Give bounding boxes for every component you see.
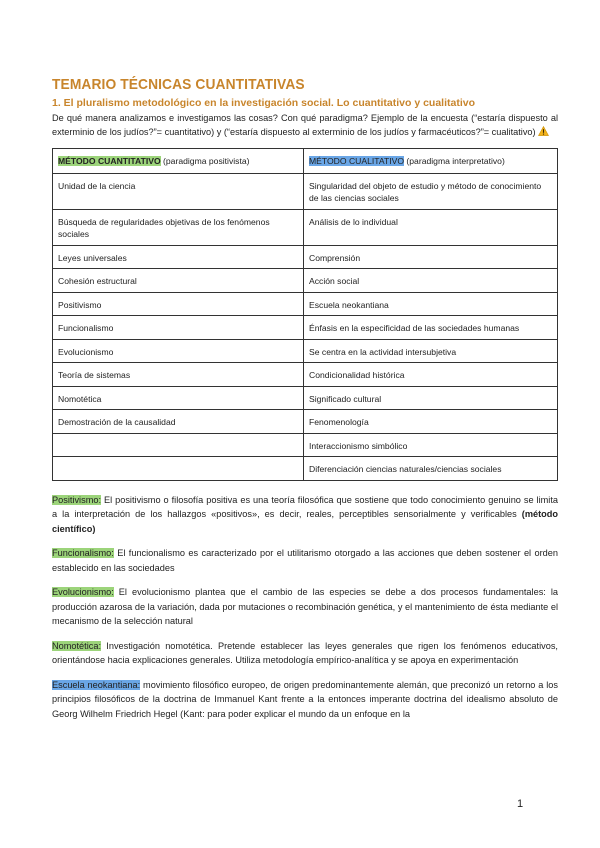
table-row	[53, 316, 558, 340]
quantitative-cell: Funcionalismo	[53, 316, 304, 340]
quantitative-cell: Positivismo	[53, 292, 304, 316]
qualitative-cell: Escuela neokantiana	[304, 292, 558, 316]
term-highlight: Funcionalismo:	[52, 548, 114, 558]
header-quantitative: MÉTODO CUANTITATIVO (paradigma positivista)	[53, 149, 304, 174]
quantitative-cell: Teoría de sistemas	[53, 363, 304, 387]
header-qualitative: MÉTODO CUALITATIVO (paradigma interpretativo)	[304, 149, 558, 174]
qualitative-cell: Interaccionismo simbólico	[304, 433, 558, 457]
definition-nomotetica: Nomotética: Investigación nomotética. Pretende establecer las leyes generales que rigen los fenómenos educativos, orientándose hacia explicaciones generales. Utiliza metodología empírico-analítica y se apoya en experimentación	[52, 640, 558, 665]
term-highlight: Evolucionismo:	[52, 587, 114, 597]
table-row	[53, 269, 558, 293]
term-highlight: Positivismo:	[52, 494, 102, 505]
table-row	[53, 209, 558, 245]
table-row	[53, 457, 558, 481]
quantitative-cell: Evolucionismo	[53, 339, 304, 363]
qualitative-cell: Análisis de lo individual	[304, 209, 558, 245]
document-page	[52, 76, 558, 731]
table-row	[53, 245, 558, 269]
definition-funcionalismo: Funcionalismo: El funcionalismo es caracterizado por el utilitarismo otorgado a las acciones que deben sostener el orden establecido en las sociedades	[52, 548, 558, 573]
qualitative-cell: Singularidad del objeto de estudio y método de conocimiento de las ciencias sociales	[304, 173, 558, 209]
table-row	[53, 433, 558, 457]
table-row	[53, 339, 558, 363]
quantitative-cell: Leyes universales	[53, 245, 304, 269]
quantitative-cell	[53, 433, 304, 457]
table-row	[53, 173, 558, 209]
qualitative-cell: Comprensión	[304, 245, 558, 269]
intro-paragraph	[52, 111, 558, 139]
table-row	[53, 410, 558, 434]
quantitative-cell: Demostración de la causalidad	[53, 410, 304, 434]
section-subtitle: 1. El pluralismo metodológico en la investigación social. Lo cuantitativo y cualitativo	[52, 97, 476, 109]
table-row	[53, 363, 558, 387]
intro-text: De qué manera analizamos e investigamos las cosas? Con qué paradigma? Ejemplo de la encuesta (“estaría dispuesto al exterminio de los judíos?”= cuantitativo) y (“estaría dispuesto al exterminio de los judíos y farmacéuticos?”= cualitativo)	[52, 113, 558, 137]
term-highlight: Nomotética:	[52, 640, 102, 651]
table-row	[53, 292, 558, 316]
page-number: 1	[517, 798, 524, 810]
quantitative-cell	[53, 457, 304, 481]
qualitative-cell: Significado cultural	[304, 386, 558, 410]
table-header-row	[53, 149, 558, 174]
qualitative-cell: Acción social	[304, 269, 558, 293]
warning-icon	[538, 126, 549, 136]
qualitative-cell: Se centra en la actividad intersubjetiva	[304, 339, 558, 363]
definitions-section	[52, 493, 558, 722]
definition-positivismo: Positivismo: El positivismo o filosofía positiva es una teoría filosófica que sostiene que todo conocimiento genuino se limita a la interpretación de los hallazgos «positivos», es decir, reales, perceptibles sensorialmente y verificables (método científico)	[52, 494, 558, 534]
quantitative-cell: Búsqueda de regularidades objetivas de los fenómenos sociales	[53, 209, 304, 245]
qualitative-cell: Diferenciación ciencias naturales/ciencias sociales	[304, 457, 558, 481]
methods-comparison-table	[52, 148, 558, 481]
definition-evolucionismo: Evolucionismo: El evolucionismo plantea que el cambio de las especies se debe a dos procesos fundamentales: la producción azarosa de la variación, dada por mutaciones o recombinación genética, y el mantenimiento de ésta mediante el mecanismo de la selección natural	[52, 587, 558, 626]
term-highlight: Escuela neokantiana:	[52, 679, 141, 690]
quantitative-cell: Unidad de la ciencia	[53, 173, 304, 209]
qualitative-cell: Énfasis en la especificidad de las sociedades humanas	[304, 316, 558, 340]
quantitative-cell: Nomotética	[53, 386, 304, 410]
table-row	[53, 386, 558, 410]
page-title: TEMARIO TÉCNICAS CUANTITATIVAS	[52, 76, 305, 93]
qualitative-cell: Condicionalidad histórica	[304, 363, 558, 387]
quantitative-cell: Cohesión estructural	[53, 269, 304, 293]
definition-neokantiana: Escuela neokantiana: movimiento filosófico europeo, de origen predominantemente alemán, que preconizó un retorno a los principios filosóficos de la doctrina de Immanuel Kant frente a la entonces imperante doctrina del idealismo absoluto de Georg Wilhelm Friedrich Hegel (Kant: para poder explicar el mundo da un enfoque en la	[52, 679, 559, 719]
qualitative-cell: Fenomenología	[304, 410, 558, 434]
